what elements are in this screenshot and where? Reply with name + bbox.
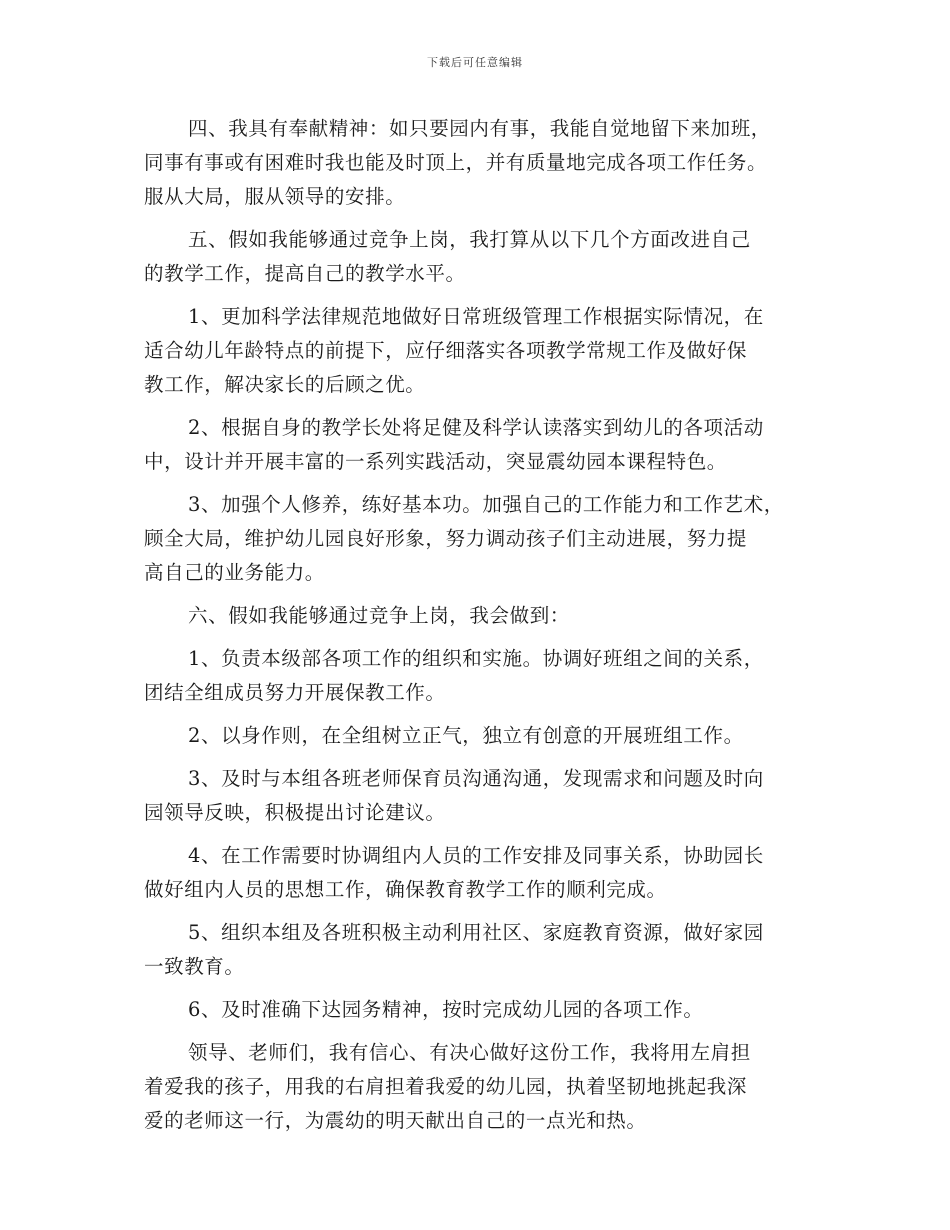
paragraph-line: 中，设计并开展丰富的一系列实践活动，突显震幼园本课程特色。 bbox=[144, 450, 727, 473]
paragraph-line: 3、及时与本组各班老师保育员沟通沟通，发现需求和问题及时向 bbox=[188, 767, 764, 790]
paragraph-commitment-4 bbox=[144, 839, 824, 907]
paragraph-commitment-2 bbox=[144, 719, 824, 753]
paragraph-commitment-1 bbox=[144, 642, 824, 710]
paragraph-line: 爱的老师这一行，为震幼的明天献出自己的一点光和热。 bbox=[144, 1109, 647, 1132]
paragraph-line: 1、负责本级部各项工作的组织和实施。协调好班组之间的关系， bbox=[188, 647, 764, 670]
paragraph-line: 高自己的业务能力。 bbox=[144, 561, 325, 584]
paragraph-line: 做好组内人员的思想工作，确保教育教学工作的顺利完成。 bbox=[144, 878, 667, 901]
paragraph-line: 服从大局，服从领导的安排。 bbox=[144, 185, 406, 208]
page-header-note: 下载后可任意编辑 bbox=[427, 56, 523, 69]
paragraph-plan-item-1 bbox=[144, 300, 824, 402]
paragraph-line: 领导、老师们，我有信心、有决心做好这份工作，我将用左肩担 bbox=[188, 1041, 751, 1064]
paragraph-line: 适合幼儿年龄特点的前提下，应仔细落实各项教学常规工作及做好保 bbox=[144, 339, 748, 362]
paragraph-plan-item-3 bbox=[144, 488, 824, 590]
paragraph-closing bbox=[144, 1036, 824, 1138]
paragraph-line: 1、更加科学法律规范地做好日常班级管理工作根据实际情况，在 bbox=[188, 305, 764, 328]
paragraph-line: 同事有事或有困难时我也能及时顶上，并有质量地完成各项工作任务。 bbox=[144, 151, 768, 174]
paragraph-line: 四、我具有奉献精神：如只要园内有事，我能自觉地留下来加班， bbox=[188, 117, 771, 140]
paragraph-commitment-6 bbox=[144, 993, 824, 1027]
paragraph-line: 一致教育。 bbox=[144, 955, 245, 978]
paragraph-line: 教工作，解决家长的后顾之优。 bbox=[144, 373, 426, 396]
paragraph-line: 4、在工作需要时协调组内人员的工作安排及同事关系，协助园长 bbox=[188, 844, 764, 867]
paragraph-line: 五、假如我能够通过竞争上岗，我打算从以下几个方面改进自己 bbox=[188, 228, 751, 251]
paragraph-line: 六、假如我能够通过竞争上岗，我会做到： bbox=[188, 604, 570, 627]
paragraph-commitment-3 bbox=[144, 762, 824, 830]
paragraph-line: 3、加强个人修养，练好基本功。加强自己的工作能力和工作艺术， bbox=[188, 493, 784, 516]
paragraph-line: 顾全大局，维护幼儿园良好形象，努力调动孩子们主动进展，努力提 bbox=[144, 527, 748, 550]
paragraph-commitments-intro bbox=[144, 599, 824, 633]
paragraph-plan-item-2 bbox=[144, 411, 824, 479]
paragraph-dedication bbox=[144, 112, 824, 214]
paragraph-line: 团结全组成员努力开展保教工作。 bbox=[144, 681, 446, 704]
paragraph-commitment-5 bbox=[144, 916, 824, 984]
paragraph-line: 园领导反映，积极提出讨论建议。 bbox=[144, 801, 446, 824]
paragraph-line: 5、组织本组及各班积极主动利用社区、家庭教育资源，做好家园 bbox=[188, 921, 764, 944]
paragraph-line: 着爱我的孩子，用我的右肩担着我爱的幼儿园，执着坚韧地挑起我深 bbox=[144, 1075, 748, 1098]
paragraph-line: 6、及时准确下达园务精神，按时完成幼儿园的各项工作。 bbox=[188, 998, 704, 1021]
paragraph-improvement-plan bbox=[144, 223, 824, 291]
paragraph-line: 2、以身作则，在全组树立正气，独立有创意的开展班组工作。 bbox=[188, 724, 744, 747]
paragraph-line: 2、根据自身的教学长处将足健及科学认读落实到幼儿的各项活动 bbox=[188, 416, 764, 439]
document-body bbox=[144, 112, 824, 1138]
paragraph-line: 的教学工作，提高自己的教学水平。 bbox=[144, 262, 466, 285]
